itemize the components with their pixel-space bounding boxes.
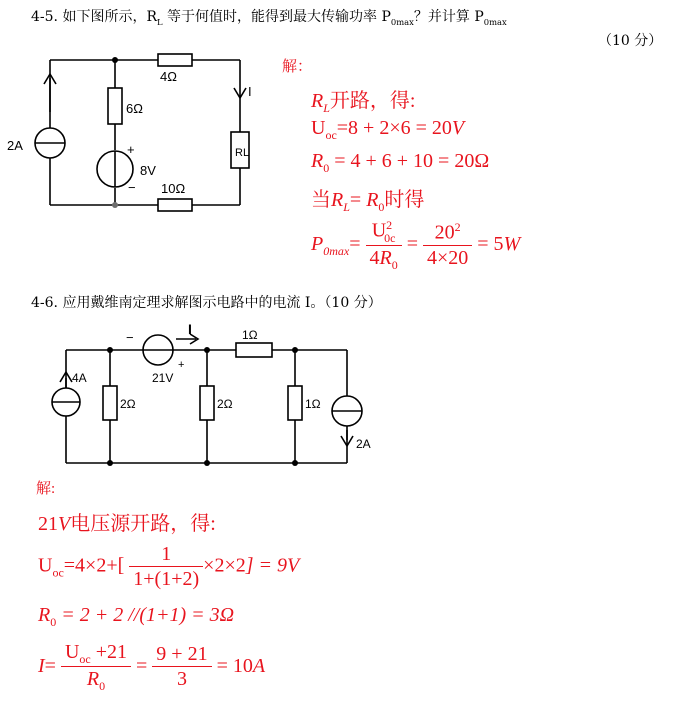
p0max-subscript: 0max [390, 16, 414, 27]
solution-line-open: $R_L$开路，得: [311, 90, 416, 115]
resistor-2ohm-b [200, 386, 214, 420]
label-4ohm: 4Ω [160, 69, 177, 84]
current-fraction-2: $\frac{9 + 21}{3}$ [152, 642, 211, 692]
label-1ohm-shunt: 1Ω [305, 397, 321, 411]
label-6ohm: 6Ω [126, 101, 143, 116]
label-plus: + [127, 142, 135, 157]
solution-label-4-6: 解: [36, 481, 56, 497]
solution-46-line1: 21V电压源开路，得: [38, 513, 216, 535]
circuit-4-6-diagram [0, 315, 380, 480]
question-text-4-6: 应用戴维南定理求解图示电路中的电流 I。（10 分） [62, 295, 382, 311]
pmax-equation: $P_{0max}=$ $\frac{U^2_{0c}}{4R_0}$ = $\frac{20^2}{4\times 20}$ = 5W [311, 218, 521, 273]
question-text-a: 如下图所示， [62, 9, 147, 25]
node-top [112, 57, 118, 63]
label-minus-46: − [126, 330, 134, 345]
current-result: = 10 [216, 654, 253, 677]
condition-line: 当$R_L= R_0$时得 [311, 189, 425, 214]
resistor-4ohm [158, 54, 192, 66]
uoc-equation: $U_{oc}=8 + 2\times 6 = 20V$ [311, 117, 465, 142]
node-bottom [112, 202, 118, 208]
label-4a: 4A [72, 371, 87, 385]
question-text-c: ？并计算 P [413, 9, 484, 25]
problem-number: 4-5. [31, 9, 58, 25]
uoc-value: =8 + 2×6 = 20 [336, 117, 452, 139]
uoc-equation-46: $U_{oc}=4\times 2+$[ $\frac{1}{1+(1+2)}$ ×2×2] = 9V [38, 543, 300, 590]
label-2a: 2A [7, 138, 23, 153]
resistor-6ohm [108, 88, 122, 124]
current-equation-46: I= $\frac{U_{oc} +21}{R_0}$ = $\frac{9 + 21}{3}$ = 10A [38, 641, 266, 694]
label-2a-right: 2A [356, 437, 371, 451]
problem-number-2: 4-6. [31, 295, 58, 311]
pmax-fraction-2: $\frac{20^2}{4\times 20}$ [423, 220, 472, 271]
label-2ohm-b: 2Ω [217, 397, 233, 411]
current-source-2a [35, 128, 65, 158]
label-21v: 21V [152, 371, 174, 385]
open-circuit-text: 开路，得: [329, 90, 416, 112]
label-rl: RL [235, 147, 250, 159]
p0max-subscript-2: 0max [483, 16, 507, 27]
voltage-source-21v [143, 335, 173, 365]
label-current-i-46: I [188, 321, 192, 337]
condition-text-a: 当 [311, 189, 331, 211]
r0-value-46: = 2 + 2 //(1+1) = 3Ω [61, 604, 235, 626]
open-text-46: 电压源开路，得: [70, 513, 216, 535]
label-minus: − [128, 180, 136, 195]
score-label: （10 分） [598, 33, 663, 49]
label-2ohm-a: 2Ω [120, 397, 136, 411]
label-plus-46: + [178, 359, 185, 371]
uoc-fraction: $\frac{1}{1+(1+2)}$ [129, 542, 203, 592]
current-source-4a [52, 388, 80, 416]
label-current-i: I [248, 84, 252, 99]
rl-subscript: L [157, 16, 163, 27]
pmax-fraction-1: $\frac{U^2_{0c}}{4R_0}$ [366, 218, 402, 273]
resistor-10ohm [158, 199, 192, 211]
r0-equation: $R_0 = 4 + 6 + 10 = 20\Omega$ [311, 150, 490, 175]
current-fraction-1: $\frac{U_{oc} +21}{R_0}$ [61, 640, 131, 694]
condition-text-b: 时得 [384, 189, 425, 211]
question-text-b: 等于何值时，能得到最大传输功率 P [162, 9, 391, 25]
resistor-2ohm-a [103, 386, 117, 420]
label-1ohm-series: 1Ω [242, 328, 258, 342]
label-8v: 8V [140, 163, 156, 178]
problem-4-6-title [31, 292, 382, 312]
current-source-2a-right [332, 396, 362, 426]
circuit-4-5-diagram [0, 50, 260, 220]
r0-value: = 4 + 6 + 10 = 20Ω [334, 150, 490, 172]
resistor-1ohm-series [236, 343, 272, 357]
problem-4-5-title [31, 6, 507, 27]
solution-label-4-5: 解： [282, 59, 313, 75]
rl-symbol: R [146, 9, 157, 25]
r0-equation-46: $R_0 = 2 + 2$ //(1+1) = 3Ω [38, 604, 235, 629]
resistor-1ohm-shunt [288, 386, 302, 420]
label-10ohm: 10Ω [161, 181, 186, 196]
pmax-result: = 5 [477, 233, 504, 256]
